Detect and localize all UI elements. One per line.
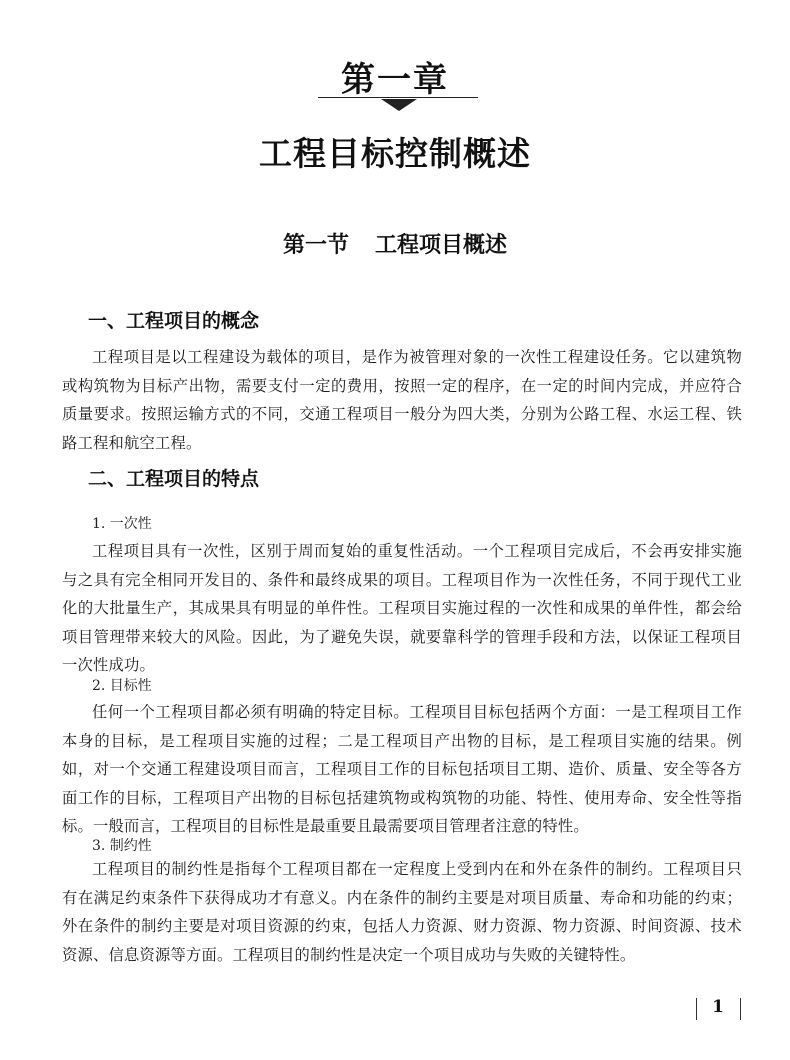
page-number: 1 xyxy=(712,997,724,1017)
chapter-title: 工程目标控制概述 xyxy=(259,134,531,173)
paragraph-concept: 工程项目是以工程建设为载体的项目，是作为被管理对象的一次性工程建设任务。它以建筑物或构筑物为目标产出物，需要支付一定的费用，按照一定的程序，在一定的时间内完成，并应符合质量要求。按照运输方式的不同，交通工程项目一般分为四大类，分别为公路工程、水运工程、铁路工程和航空工程。 xyxy=(62,348,742,452)
subheading-target: 2. 目标性 xyxy=(92,678,152,694)
triangle-marker-icon xyxy=(381,99,417,111)
section-name: 工程项目概述 xyxy=(375,232,508,258)
page-number-bar-right xyxy=(740,998,741,1020)
paragraph-one-time: 工程项目具有一次性，区别于周而复始的重复性活动。一个工程项目完成后，不会再安排实施与之具有完全相同开发目的、条件和最终成果的项目。工程项目作为一次性任务，不同于现代工业化的大批量生产，其成果具有明显的单件性。工程项目实施过程的一次性和成果的单件性，都会给项目管理带来较大的风险。因此，为了避免失误，就要靠科学的管理手段和方法，以保证工程项目一次性成功。 xyxy=(62,542,742,674)
paragraph-constraint: 工程项目的制约性是指每个工程项目都在一定程度上受到内在和外在条件的制约。工程项目只有在满足约束条件下获得成功才有意义。内在条件的制约主要是对项目质量、寿命和功能的约束；外在条件的制约主要是对项目资源的约束，包括人力资源、财力资源、物力资源、时间资源、技术资源、信息资源等方面。工程项目的制约性是决定一个项目成功与失败的关键特性。 xyxy=(62,860,742,964)
chapter-rule xyxy=(318,97,478,98)
chapter-heading: 第一章 xyxy=(341,60,449,100)
section-number: 第一节 xyxy=(282,232,349,258)
heading-features: 二、工程项目的特点 xyxy=(88,468,260,490)
section-heading xyxy=(0,228,790,259)
subheading-one-time: 1. 一次性 xyxy=(92,516,152,532)
heading-concept: 一、工程项目的概念 xyxy=(88,310,260,332)
subheading-constraint: 3. 制约性 xyxy=(92,838,152,854)
paragraph-target: 任何一个工程项目都必须有明确的特定目标。工程项目目标包括两个方面：一是工程项目工作本身的目标，是工程项目实施的过程；二是工程项目产出物的目标，是工程项目实施的结果。例如，对一个交通工程建设项目而言，工程项目工作的目标包括项目工期、造价、质量、安全等各方面工作的目标，工程项目产出物的目标包括建筑物或构筑物的功能、特性、使用寿命、安全性等指标。一般而言，工程项目的目标性是最重要且最需要项目管理者注意的特性。 xyxy=(62,703,742,835)
